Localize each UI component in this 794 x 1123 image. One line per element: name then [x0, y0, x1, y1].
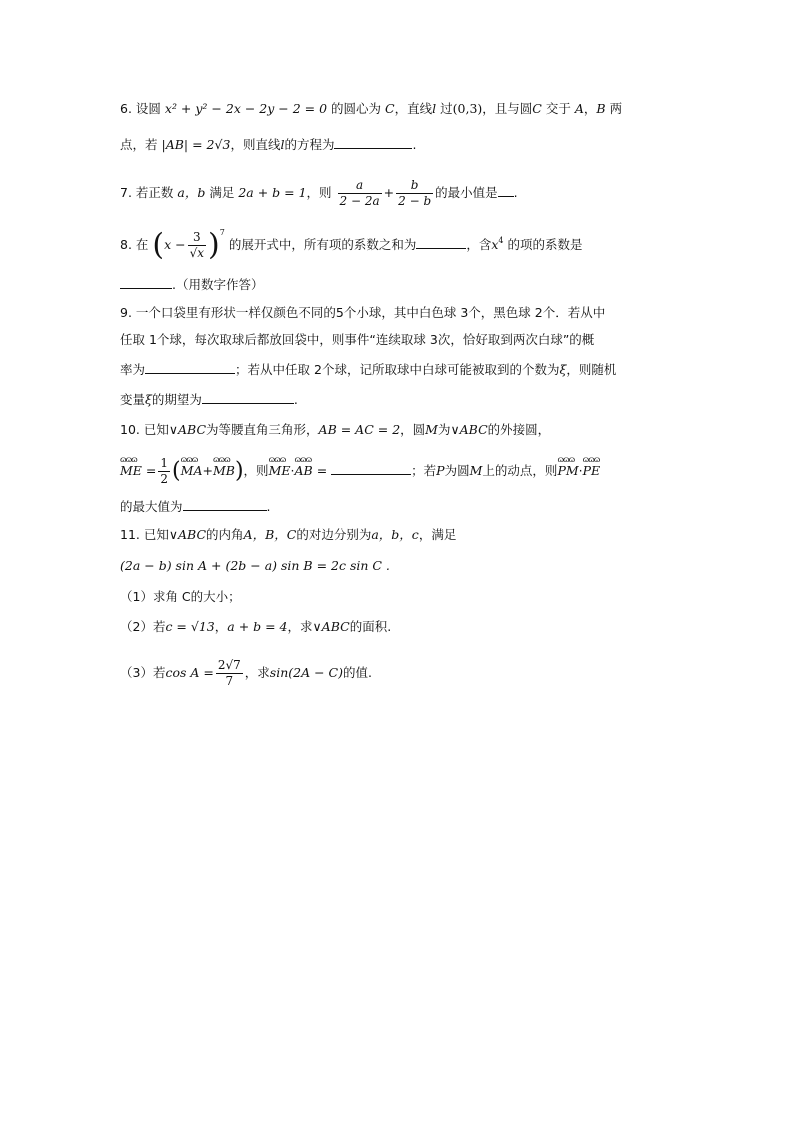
q6-text: 过	[440, 101, 453, 116]
q10-vector-pm: ɷɷɷ PM	[557, 456, 578, 486]
q8-left-paren: (	[152, 227, 165, 263]
q9-text: 变量	[120, 392, 146, 407]
q11-cos-fraction	[216, 658, 243, 689]
q9-text: 率为	[120, 362, 146, 377]
q9-line-4	[120, 391, 298, 409]
q8-coef-blank[interactable]	[120, 276, 172, 289]
q6-text: ，且与圆	[482, 101, 533, 116]
q11-cos-num: 2√7	[217, 658, 241, 672]
q10-var-m: M	[469, 463, 483, 478]
q10-triangle: ∨ABC	[168, 422, 207, 437]
q10-vector-me: ɷɷɷ ME	[120, 456, 142, 486]
q6-point: (0,3)	[452, 101, 483, 116]
q6-var-a: A	[574, 101, 584, 116]
q6-var-l: l	[432, 101, 437, 116]
q11-sin-expression: sin(2A − C)	[269, 665, 343, 680]
q11-text: 的内角	[206, 527, 244, 542]
q6-var-c: C	[385, 101, 395, 116]
q10-vector-ma: ɷɷɷ MA	[181, 456, 203, 486]
q11-text: ，满足	[418, 527, 457, 542]
q8-sum-blank[interactable]	[416, 236, 466, 249]
q11-text: 11. 已知	[120, 527, 169, 542]
q10-half-den: 2	[160, 472, 169, 486]
q9-expectation-blank[interactable]	[202, 391, 294, 404]
q9-text: ，则随机	[566, 362, 617, 377]
q7-text: ，则	[306, 185, 332, 200]
q11-line-1	[120, 526, 456, 544]
q6-var-c: C	[532, 101, 542, 116]
q7-plus: +	[383, 185, 395, 200]
q10-equals: =	[316, 463, 328, 478]
q10-var-p: P	[436, 463, 445, 478]
q10-dot: ·	[290, 463, 295, 478]
q11-sides: a，b，c	[371, 527, 419, 542]
q8-numerator: 3	[188, 230, 206, 246]
q8-right-paren: )	[208, 227, 220, 263]
q10-condition: AB = AC = 2	[318, 422, 401, 437]
q7-fraction-1	[338, 178, 382, 209]
q6-circle-equation: x² + y² − 2x − 2y − 2 = 0	[164, 101, 328, 116]
q11-text: 的值.	[342, 665, 372, 680]
q7-text: 的最小值是	[435, 185, 498, 200]
q10-left-paren: (	[172, 458, 181, 484]
q10-vector-pe: ɷɷɷ PE	[583, 456, 601, 486]
q6-text: ，	[583, 101, 597, 116]
q10-text: ，圆	[400, 422, 426, 437]
q6-line-2	[120, 136, 416, 154]
q6-line-1	[120, 100, 622, 118]
q10-vector-mb: ɷɷɷ MB	[213, 456, 235, 486]
q10-text: 为圆	[444, 463, 470, 478]
q10-text: ；若	[411, 463, 437, 478]
q11-cos-a: cos A =	[165, 665, 214, 680]
q10-half	[158, 456, 170, 487]
q11-part-3	[120, 655, 372, 691]
q10-text: 的外接圆，	[487, 422, 551, 437]
q8-line-2	[120, 276, 263, 294]
q10-half-num: 1	[160, 456, 169, 470]
q11-triangle: ∨ABC	[312, 619, 350, 634]
q6-text: 点，若	[120, 137, 158, 152]
q8-x-minus: x −	[164, 237, 186, 252]
q9-xi: ξ	[559, 362, 567, 377]
q6-text: 的圆心为	[331, 101, 382, 116]
q10-dot-blank[interactable]	[331, 462, 411, 475]
q7-text: .	[513, 185, 518, 200]
q11-cos-den: 7	[225, 674, 234, 688]
q7-line	[120, 178, 518, 208]
q11-angles: A，B，C	[243, 527, 297, 542]
q10-vector-ab: ɷɷɷ AB	[294, 456, 312, 486]
q10-text: 10. 已知	[120, 422, 169, 437]
q9-text: ；若从中任取 2个球，记所取球中白球可能被取到的个数为	[235, 362, 560, 377]
q10-line-3	[120, 498, 271, 516]
q6-text: .	[412, 137, 417, 152]
q8-text: ，含	[466, 237, 492, 252]
q7-condition: 2a + b = 1	[238, 185, 307, 200]
q10-line-2	[120, 456, 600, 486]
q7-f2-denominator: 2 − b	[398, 194, 432, 208]
q11-text: 的面积.	[349, 619, 392, 634]
q7-vars: a，b	[177, 185, 206, 200]
q10-text: 的最大值为	[120, 499, 183, 514]
q8-fraction	[188, 230, 206, 261]
q10-vector-me: ɷɷɷ ME	[269, 456, 291, 486]
q8-exponent: 7	[219, 228, 225, 237]
q10-plus: +	[202, 463, 213, 478]
q11-text: ，求	[287, 619, 313, 634]
q10-line-1	[120, 421, 550, 439]
q9-line-1: 9. 一个口袋里有形状一样仅颜色不同的5个小球，其中白色球 3个，黑色球 2个．若从中	[120, 305, 606, 320]
q7-f2-numerator: b	[396, 178, 433, 194]
q10-text: ，则	[243, 463, 269, 478]
q6-var-b: B	[596, 101, 606, 116]
q11-equation: (2a − b) sin A + (2b − a) sin B = 2c sin C .	[120, 558, 390, 573]
q7-answer-blank[interactable]	[498, 184, 514, 197]
q10-text: 为等腰直角三角形，	[206, 422, 319, 437]
q11-c-value: c = √13	[165, 619, 215, 634]
q8-line-1	[120, 228, 583, 262]
q6-var-l: l	[280, 137, 285, 152]
q10-var-m: M	[425, 422, 438, 437]
q9-xi: ξ	[145, 392, 152, 407]
q8-text: 的项的系数是	[507, 237, 583, 252]
q7-text: 7. 若正数	[120, 185, 174, 200]
q10-dot: ·	[578, 463, 583, 478]
q6-text: 的方程为	[284, 137, 335, 152]
q11-triangle: ∨ABC	[168, 527, 207, 542]
q8-text: 8. 在	[120, 237, 149, 252]
q11-text: （3）若	[120, 665, 166, 680]
q9-line-2: 任取 1个球，每次取球后都放回袋中，则事件“连续取球 3次，恰好取到两次白球”的概	[120, 332, 595, 347]
q7-text: 满足	[209, 185, 235, 200]
q6-text: 6. 设圆	[120, 101, 161, 116]
q8-denominator: √x	[189, 246, 205, 260]
q10-max-blank[interactable]	[183, 498, 267, 511]
q8-x: x	[491, 237, 499, 252]
q9-line-3	[120, 361, 616, 379]
q8-x-exponent: 4	[498, 236, 504, 245]
q7-fraction-2	[396, 178, 433, 209]
q6-text: 交于	[545, 101, 571, 116]
q6-answer-blank[interactable]	[334, 136, 412, 149]
q7-f1-denominator: 2 − 2a	[339, 194, 380, 208]
q6-ab-condition: |AB| = 2√3	[161, 137, 231, 152]
q6-text: 两	[609, 101, 623, 116]
q10-triangle: ∨ABC	[450, 422, 488, 437]
q6-text: ，直线	[394, 101, 433, 116]
q11-part-1: （1）求角 C的大小；	[120, 589, 241, 604]
q10-right-paren: )	[234, 458, 244, 484]
q11-text: ，求	[244, 665, 270, 680]
q11-text: 的对边分别为	[296, 527, 372, 542]
q9-text: .	[293, 392, 298, 407]
q8-text: .（用数字作答）	[172, 277, 264, 292]
q11-text: ，	[214, 619, 228, 634]
q6-text: ，则直线	[230, 137, 281, 152]
q10-text: 为	[437, 422, 451, 437]
q9-text: 的期望为	[151, 392, 202, 407]
q9-prob-blank[interactable]	[145, 361, 235, 374]
q11-text: （2）若	[120, 619, 166, 634]
q11-part-2	[120, 618, 391, 636]
q10-text: .	[266, 499, 271, 514]
q10-equals: =	[145, 463, 157, 478]
q8-text: 的展开式中，所有项的系数之和为	[228, 237, 417, 252]
q7-f1-numerator: a	[338, 178, 382, 194]
q10-text: 上的动点，则	[482, 463, 558, 478]
q11-sum: a + b = 4	[227, 619, 288, 634]
